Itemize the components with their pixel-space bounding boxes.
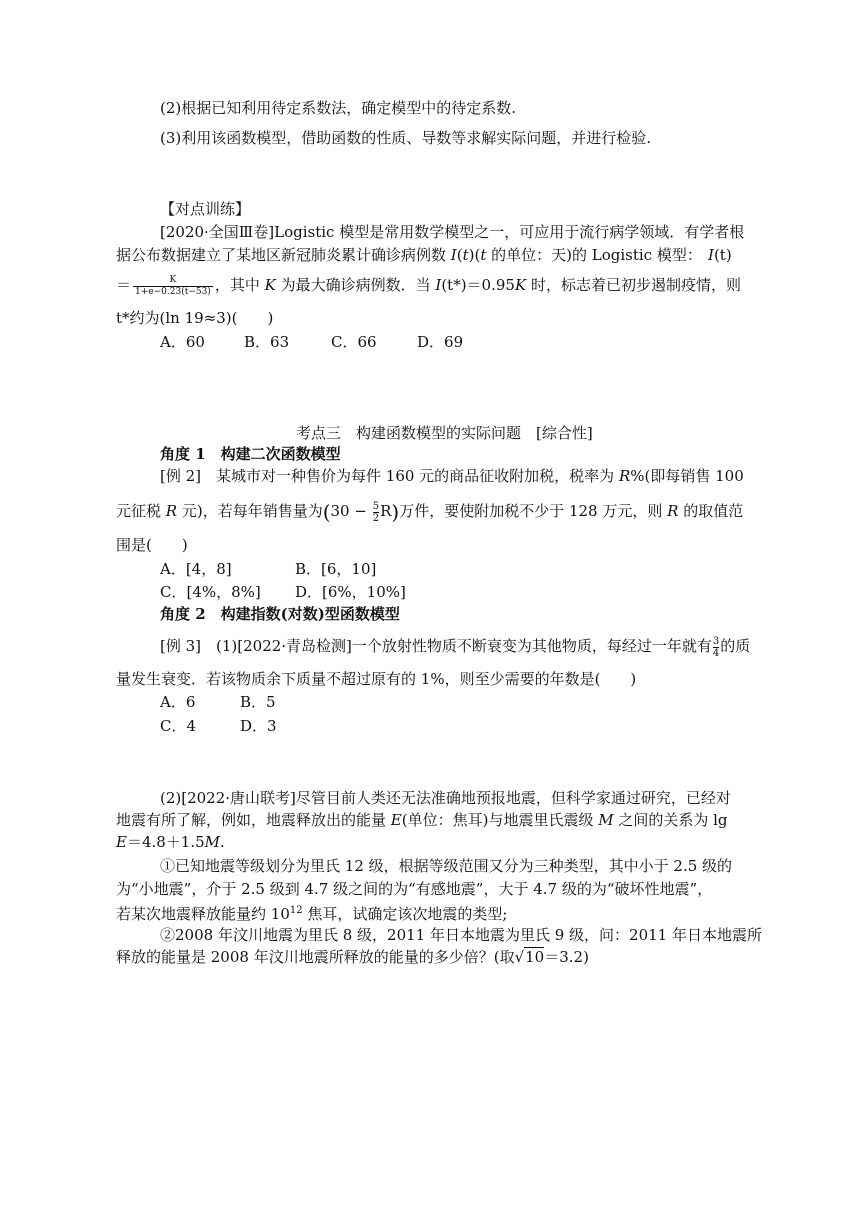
question-2-line-2: 释放的能量是 2008 年汶川地震所释放的能量的多少倍？(取√10＝3.2) <box>116 948 589 966</box>
part-2-line-2: 地震有所了解，例如，地震释放出的能量 E(单位：焦耳)与地震里氏震级 M 之间的关系为 lg <box>116 811 728 829</box>
question-1-line-2: 为“小地震”，介于 2.5 级到 4.7 级之间的为“有感地震”，大于 4.7 级的为“破坏性地震”， <box>116 880 713 898</box>
option-a: A．[4，8] <box>160 560 232 578</box>
logistic-fraction: $\frac{K}{1+e-0.23(t-53)}$ <box>135 274 211 297</box>
example-3-line-1: [例 3] (1)[2022·青岛检测]一个放射性物质不断衰变为其他物质，每经过一年就有 $\frac{3}{4}$ 的质 <box>160 635 751 659</box>
angle-1-heading: 角度 1 构建二次函数模型 <box>160 445 341 463</box>
question-2-line-1: ②2008 年汶川地震为里氏 8 级，2011 年日本地震为里氏 9 级，问：2011 年日本地震所 <box>160 926 762 944</box>
option-a: A．60 <box>160 333 205 351</box>
part-2-line-3: E＝4.8＋1.5M. <box>116 833 225 851</box>
angle-2-heading: 角度 2 构建指数(对数)型函数模型 <box>160 605 400 623</box>
section-title: 考点三 构建函数模型的实际问题 [综合性] <box>296 424 593 442</box>
example-3-line-2: 量发生衰变．若该物质余下质量不超过原有的 1%，则至少需要的年数是( ) <box>116 670 637 688</box>
option-d: D．69 <box>417 333 464 351</box>
example-2-options-row-2 <box>160 582 406 602</box>
question-1-line-3: 若某次地震释放能量约 $10^{12}$ 焦耳，试确定该次地震的类型; <box>116 905 508 923</box>
option-b: B．[6，10] <box>295 560 377 578</box>
option-b: B．5 <box>240 693 276 711</box>
sales-fraction: $\frac{5}{2}$ <box>372 500 380 524</box>
option-c: C．4 <box>160 717 197 735</box>
training-line-1: [2020·全国Ⅲ卷]Logistic 模型是常用数学模型之一，可应用于流行病学领域．有学者根 <box>160 223 745 241</box>
intro-step-3: (3)利用该函数模型，借助函数的性质、导数等求解实际问题，并进行检验. <box>160 129 652 147</box>
option-b: B．63 <box>244 333 290 351</box>
option-c: C．66 <box>331 333 377 351</box>
part-2-line-1: (2)[2022·唐山联考]尽管目前人类还无法准确地预报地震，但科学家通过研究，已经对 <box>160 789 731 807</box>
example-3-options-row-2 <box>160 716 277 736</box>
option-d: D．[6%，10%] <box>295 583 406 601</box>
example-2-line-2: 元征税 R 元)，若每年销售量为(30 − $\frac{5}{2}$ R)万件，要使附加税不少于 128 万元，则 R 的取值范 <box>116 500 744 524</box>
training-header: 【对点训练】 <box>160 200 251 218</box>
intro-step-2: (2)根据已知利用待定系数法，确定模型中的待定系数. <box>160 99 517 117</box>
training-model-label: I(t) <box>708 246 732 264</box>
question-1-line-1: ①已知地震等级划分为里氏 12 级，根据等级范围又分为三种类型，其中小于 2.5 级的 <box>160 857 733 875</box>
option-c: C．[4%，8%] <box>160 583 261 601</box>
option-d: D．3 <box>240 717 277 735</box>
example-3-options-row-1 <box>160 692 276 712</box>
decay-fraction: $\frac{3}{4}$ <box>712 635 720 659</box>
option-a: A．6 <box>160 693 196 711</box>
training-line-3: ＝ $\frac{K}{1+e-0.23(t-53)}$ ，其中 K 为最大确诊病例数．当 I(t*)＝0.95K 时，标志着已初步遏制疫情，则 <box>116 274 741 297</box>
example-2-options-row-1 <box>160 559 376 579</box>
example-2-line-1: [例 2] 某城市对一种售价为每件 160 元的商品征收附加税，税率为 R%(即每销售 100 <box>160 467 744 485</box>
training-line-4: t*约为(ln 19≈3)( ) <box>116 309 274 327</box>
training-line-2: 据公布数据建立了某地区新冠肺炎累计确诊病例数 I(t)(t 的单位：天)的 Logistic 模型： <box>116 246 702 264</box>
example-2-line-3: 围是( ) <box>116 536 188 554</box>
sqrt-radicand: 10 <box>525 948 545 966</box>
training-options <box>160 332 463 352</box>
